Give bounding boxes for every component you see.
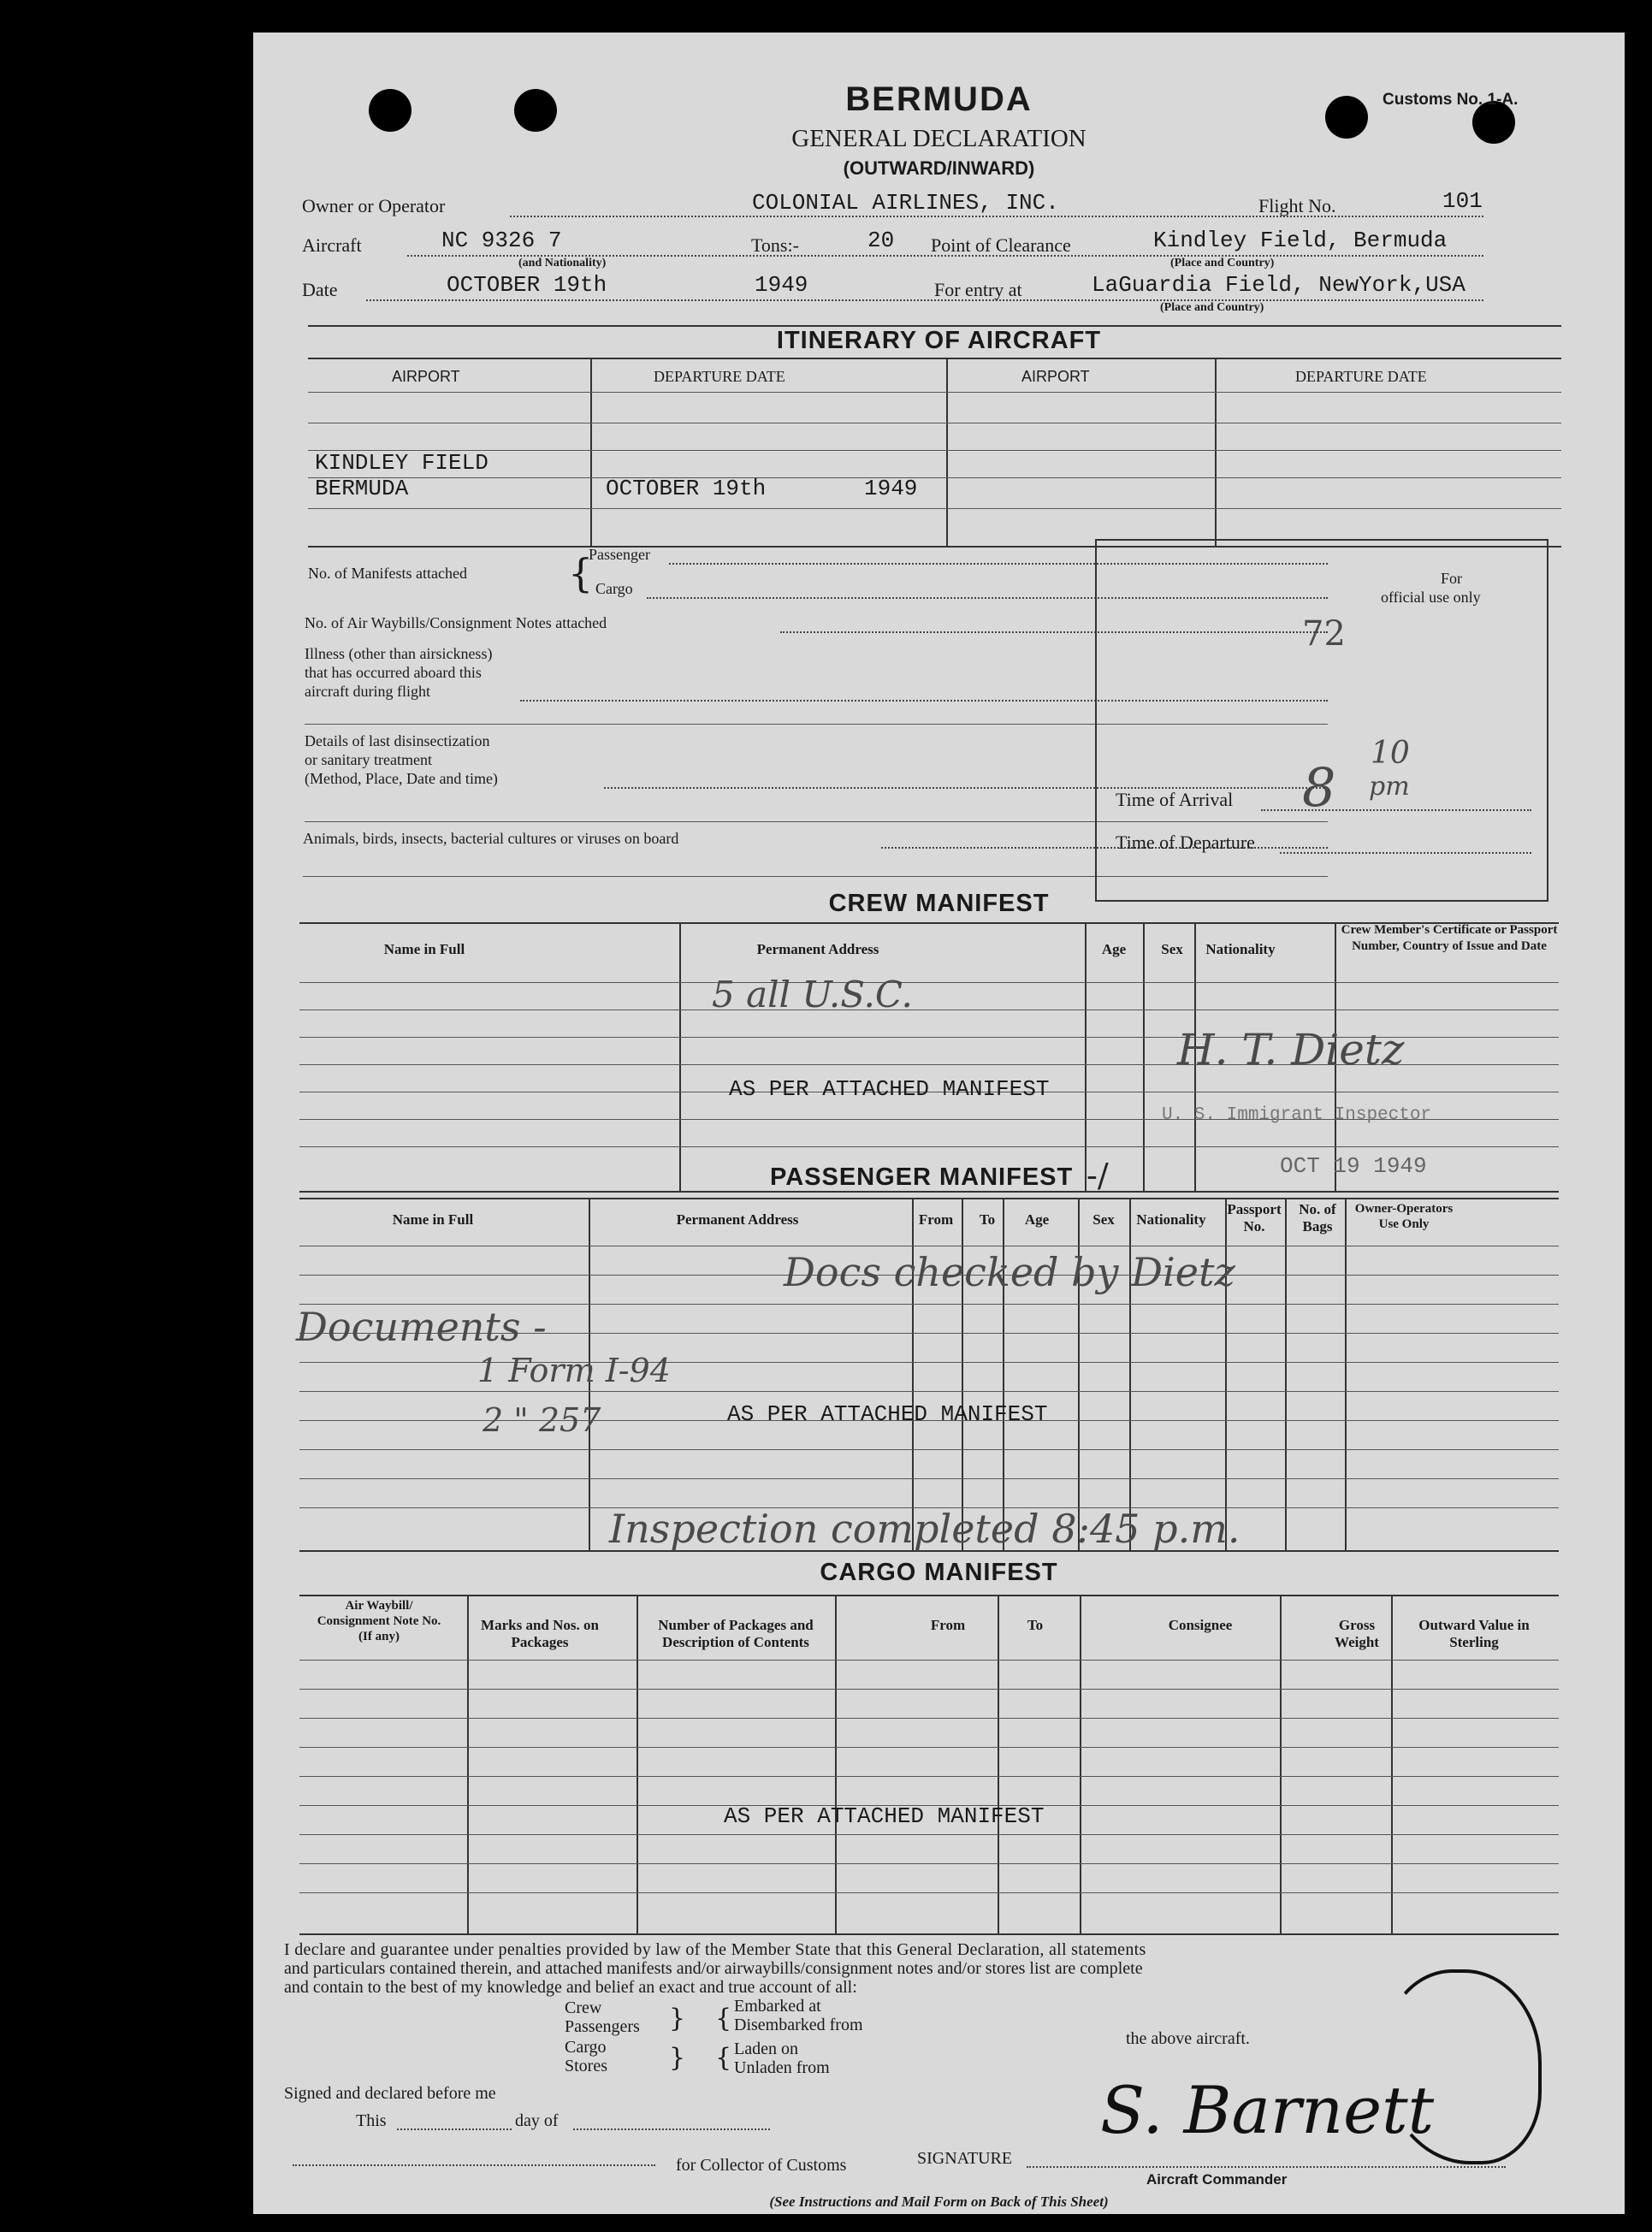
date-value: OCTOBER 19th [447, 272, 607, 298]
passenger-form-i94: 1 Form I-94 [477, 1352, 671, 1389]
date-dots [366, 299, 1483, 301]
cargo-col-waybill: Air Waybill/ Consignment Note No. (If any) [317, 1599, 441, 1643]
declaration-line-3: and contain to the best of my knowledge and belief an exact and true account of all: [284, 1978, 857, 1997]
waybills-label: No. of Air Waybills/Consignment Notes attached [305, 614, 607, 631]
arrival-minutes: 10 [1371, 736, 1410, 771]
passenger-form-257: 2 " 257 [483, 1401, 601, 1439]
signature-label: SIGNATURE [917, 2149, 1013, 2168]
clearance-note: (Place and Country) [1170, 257, 1275, 269]
official-number: 72 [1302, 614, 1346, 654]
declaration-line-2: and particulars contained therein, and attached manifests and/or airwaybills/consignment notes and/or stores list are complete [284, 1959, 1143, 1978]
passenger-rule-6 [299, 1391, 1559, 1392]
collector-label: for Collector of Customs [676, 2156, 847, 2175]
declaration-brace-4: { [715, 2043, 732, 2073]
departure-label: Time of Departure [1116, 832, 1255, 853]
flight-value: 101 [1442, 188, 1483, 214]
passenger-col-name: Name in Full [392, 1211, 474, 1228]
crew-col-sex: Sex [1161, 941, 1183, 957]
entry-value: LaGuardia Field, NewYork,USA [1092, 272, 1465, 298]
passenger-top-rule [299, 1198, 1559, 1199]
itinerary-row-rule-1 [308, 392, 1561, 393]
passenger-documents: Documents - [296, 1304, 547, 1350]
this-label: This [356, 2111, 387, 2130]
cargo-attached-manifest: AS PER ATTACHED MANIFEST [724, 1803, 1045, 1829]
cargo-vline-3 [835, 1595, 837, 1933]
cargo-rule-9 [299, 1892, 1559, 1893]
cargo-bottom-rule [299, 1933, 1559, 1935]
passenger-rule-9 [299, 1478, 1559, 1479]
animals-label: Animals, birds, insects, bacterial cultures or viruses on board [303, 830, 679, 847]
cargo-rule-4 [299, 1747, 1559, 1748]
cargo-col-weight: Gross Weight [1335, 1617, 1379, 1650]
itinerary-col-departure-1: DEPARTURE DATE [654, 368, 785, 385]
passenger-vline-9 [1345, 1198, 1347, 1550]
crew-rule-7 [299, 1146, 1559, 1147]
passenger-col-age: Age [1024, 1211, 1050, 1228]
passenger-title: PASSENGER MANIFEST [770, 1163, 1074, 1191]
declaration-laden: Laden on [734, 2040, 798, 2058]
commander-signature: S. Barnett [1100, 2072, 1435, 2148]
aircraft-label: Aircraft [302, 234, 362, 256]
disinsect-line-3: (Method, Place, Date and time) [305, 770, 498, 787]
itinerary-row-rule-5 [308, 508, 1561, 509]
aircraft-commander-label: Aircraft Commander [1146, 2171, 1288, 2188]
form-subtitle: GENERAL DECLARATION [791, 125, 1087, 152]
itinerary-row-rule-3 [308, 450, 1561, 451]
declaration-line-1: I declare and guarantee under penalties provided by law of the Member State that this General Declaration, all statements [284, 1940, 1146, 1959]
crew-rule-2 [299, 1009, 1559, 1010]
owner-label: Owner or Operator [302, 195, 446, 216]
cargo-col-consignee: Consignee [1168, 1617, 1233, 1633]
signature-dots [1027, 2166, 1506, 2168]
itinerary-col-airport-1: AIRPORT [392, 368, 460, 385]
crew-attached-manifest: AS PER ATTACHED MANIFEST [729, 1076, 1050, 1102]
declaration-unladen: Unladen from [734, 2058, 830, 2077]
year-value: 1949 [755, 272, 808, 298]
crew-col-name: Name in Full [383, 941, 465, 957]
itinerary-airport-line-1: KINDLEY FIELD [315, 450, 488, 476]
owner-dots [510, 216, 1483, 217]
owner-value: COLONIAL AIRLINES, INC. [752, 190, 1059, 216]
official-for: For [1441, 570, 1463, 587]
cargo-rule-2 [299, 1689, 1559, 1690]
crew-rule-1 [299, 982, 1559, 983]
day-of-dots [573, 2128, 770, 2130]
arrival-pm: pm [1369, 772, 1410, 802]
clearance-value: Kindley Field, Bermuda [1153, 228, 1448, 253]
itinerary-col-airport-2: AIRPORT [1021, 368, 1090, 385]
manifests-cargo: Cargo [595, 580, 633, 597]
itinerary-header-rule [308, 358, 1561, 359]
declaration-brace-3: { [715, 2004, 732, 2034]
clearance-label: Point of Clearance [931, 234, 1071, 256]
itinerary-row-rule-4 [308, 477, 1561, 478]
passenger-date-stamp: OCT 19 1949 [1280, 1153, 1427, 1179]
collector-dots [293, 2164, 655, 2166]
this-dots [397, 2128, 512, 2130]
departure-dots [1280, 852, 1531, 854]
passenger-col-passport: Passport No. [1227, 1201, 1282, 1234]
crew-title: CREW MANIFEST [828, 890, 1050, 917]
crew-inspector-signature: H. T. Dietz [1177, 1025, 1405, 1075]
crew-col-nationality: Nationality [1205, 941, 1276, 957]
cargo-vline-6 [1280, 1595, 1282, 1933]
passenger-col-to: To [979, 1211, 996, 1228]
cargo-col-to: To [1027, 1617, 1044, 1633]
illness-line-3: aircraft during flight [305, 683, 430, 700]
aircraft-note: (and Nationality) [518, 257, 607, 269]
itinerary-date: OCTOBER 19th [606, 476, 767, 501]
cargo-vline-4 [998, 1595, 999, 1933]
declaration-brace-1: } [669, 2004, 686, 2034]
crew-col-age: Age [1101, 941, 1127, 957]
cargo-rule-7 [299, 1834, 1559, 1835]
signed-before-me: Signed and declared before me [284, 2084, 496, 2103]
aircraft-value: NC 9326 7 [441, 228, 562, 253]
illness-line-1: Illness (other than airsickness) [305, 645, 493, 662]
cargo-vline-5 [1080, 1595, 1081, 1933]
declaration-passengers: Passengers [565, 2017, 640, 2036]
itinerary-vline-1 [590, 358, 592, 546]
passenger-col-sex: Sex [1092, 1211, 1115, 1228]
crew-vline-3 [1143, 922, 1145, 1191]
passenger-rule-8 [299, 1449, 1559, 1450]
flight-label: Flight No. [1258, 195, 1336, 216]
tons-label: Tons:- [751, 234, 799, 256]
cargo-rule-5 [299, 1776, 1559, 1777]
crew-inspector-stamp: U. S. Immigrant Inspector [1162, 1105, 1432, 1125]
cargo-col-marks: Marks and Nos. on Packages [481, 1617, 599, 1650]
entry-note: (Place and Country) [1160, 301, 1264, 314]
arrival-label: Time of Arrival [1116, 789, 1234, 810]
crew-handwritten-count: 5 all U.S.C. [712, 974, 913, 1015]
crew-vline-1 [679, 922, 681, 1191]
itinerary-vline-2 [946, 358, 948, 546]
cargo-col-value: Outward Value in Sterling [1418, 1617, 1530, 1650]
crew-col-certificate: Crew Member's Certificate or Passport Number, Country of Issue and Date [1341, 923, 1558, 953]
cargo-vline-7 [1391, 1595, 1393, 1933]
manifests-brace: { [568, 550, 594, 596]
passenger-attached-manifest: AS PER ATTACHED MANIFEST [727, 1401, 1048, 1427]
declaration-crew: Crew [565, 1998, 602, 2017]
cargo-col-description: Number of Packages and Description of Contents [658, 1617, 814, 1650]
itinerary-vline-3 [1215, 358, 1217, 546]
illness-line-2: that has occurred aboard this [305, 664, 482, 681]
day-of-label: day of [515, 2111, 559, 2130]
cargo-rule-1 [299, 1660, 1559, 1661]
itinerary-title: ITINERARY OF AIRCRAFT [776, 327, 1102, 354]
cargo-rule-8 [299, 1863, 1559, 1864]
disinsect-line-1: Details of last disinsectization [305, 732, 490, 749]
passenger-docs-checked: Docs checked by Dietz [784, 1249, 1235, 1295]
cargo-vline-1 [467, 1595, 469, 1933]
passenger-vline-8 [1285, 1198, 1287, 1550]
itinerary-year: 1949 [864, 476, 918, 501]
form-title: BERMUDA [845, 80, 1033, 118]
cargo-vline-2 [637, 1595, 638, 1933]
entry-label: For entry at [934, 279, 1022, 300]
declaration-form [253, 33, 1625, 2214]
passenger-col-bags: No. of Bags [1299, 1201, 1336, 1234]
manifests-passenger: Passenger [589, 546, 650, 563]
form-subtitle-direction: (OUTWARD/INWARD) [843, 157, 1035, 179]
tons-value: 20 [867, 228, 895, 253]
declaration-disembarked: Disembarked from [734, 2016, 863, 2034]
declaration-stores: Stores [565, 2057, 607, 2075]
cargo-rule-3 [299, 1718, 1559, 1719]
disinsect-line-2: or sanitary treatment [305, 751, 432, 768]
footer-instructions: (See Instructions and Mail Form on Back of This Sheet) [769, 2194, 1109, 2210]
manifests-label: No. of Manifests attached [308, 565, 467, 582]
itinerary-col-departure-2: DEPARTURE DATE [1295, 368, 1427, 385]
official-use-only: official use only [1381, 589, 1481, 606]
cargo-top-rule [299, 1595, 1559, 1596]
arrival-hour: 8 [1302, 756, 1336, 819]
passenger-inspection-completed: Inspection completed 8:45 p.m. [609, 1506, 1240, 1552]
date-label: Date [302, 279, 338, 300]
passenger-col-address: Permanent Address [676, 1211, 799, 1228]
crew-vline-2 [1085, 922, 1087, 1191]
cargo-title: CARGO MANIFEST [820, 1559, 1058, 1586]
declaration-above-aircraft: the above aircraft. [1126, 2029, 1250, 2048]
crew-col-address: Permanent Address [756, 941, 879, 957]
passenger-col-owner-use: Owner-Operators Use Only [1354, 1202, 1454, 1231]
passenger-col-from: From [918, 1211, 954, 1228]
declaration-embarked: Embarked at [734, 1997, 821, 2016]
declaration-brace-2: } [669, 2043, 686, 2073]
passenger-col-nationality: Nationality [1136, 1211, 1206, 1228]
itinerary-airport-line-2: BERMUDA [315, 476, 409, 501]
cargo-col-from: From [930, 1617, 966, 1633]
passenger-title-mark: -/ [1087, 1157, 1109, 1194]
declaration-cargo: Cargo [565, 2038, 607, 2057]
form-number: Customs No. 1-A. [1383, 91, 1519, 109]
